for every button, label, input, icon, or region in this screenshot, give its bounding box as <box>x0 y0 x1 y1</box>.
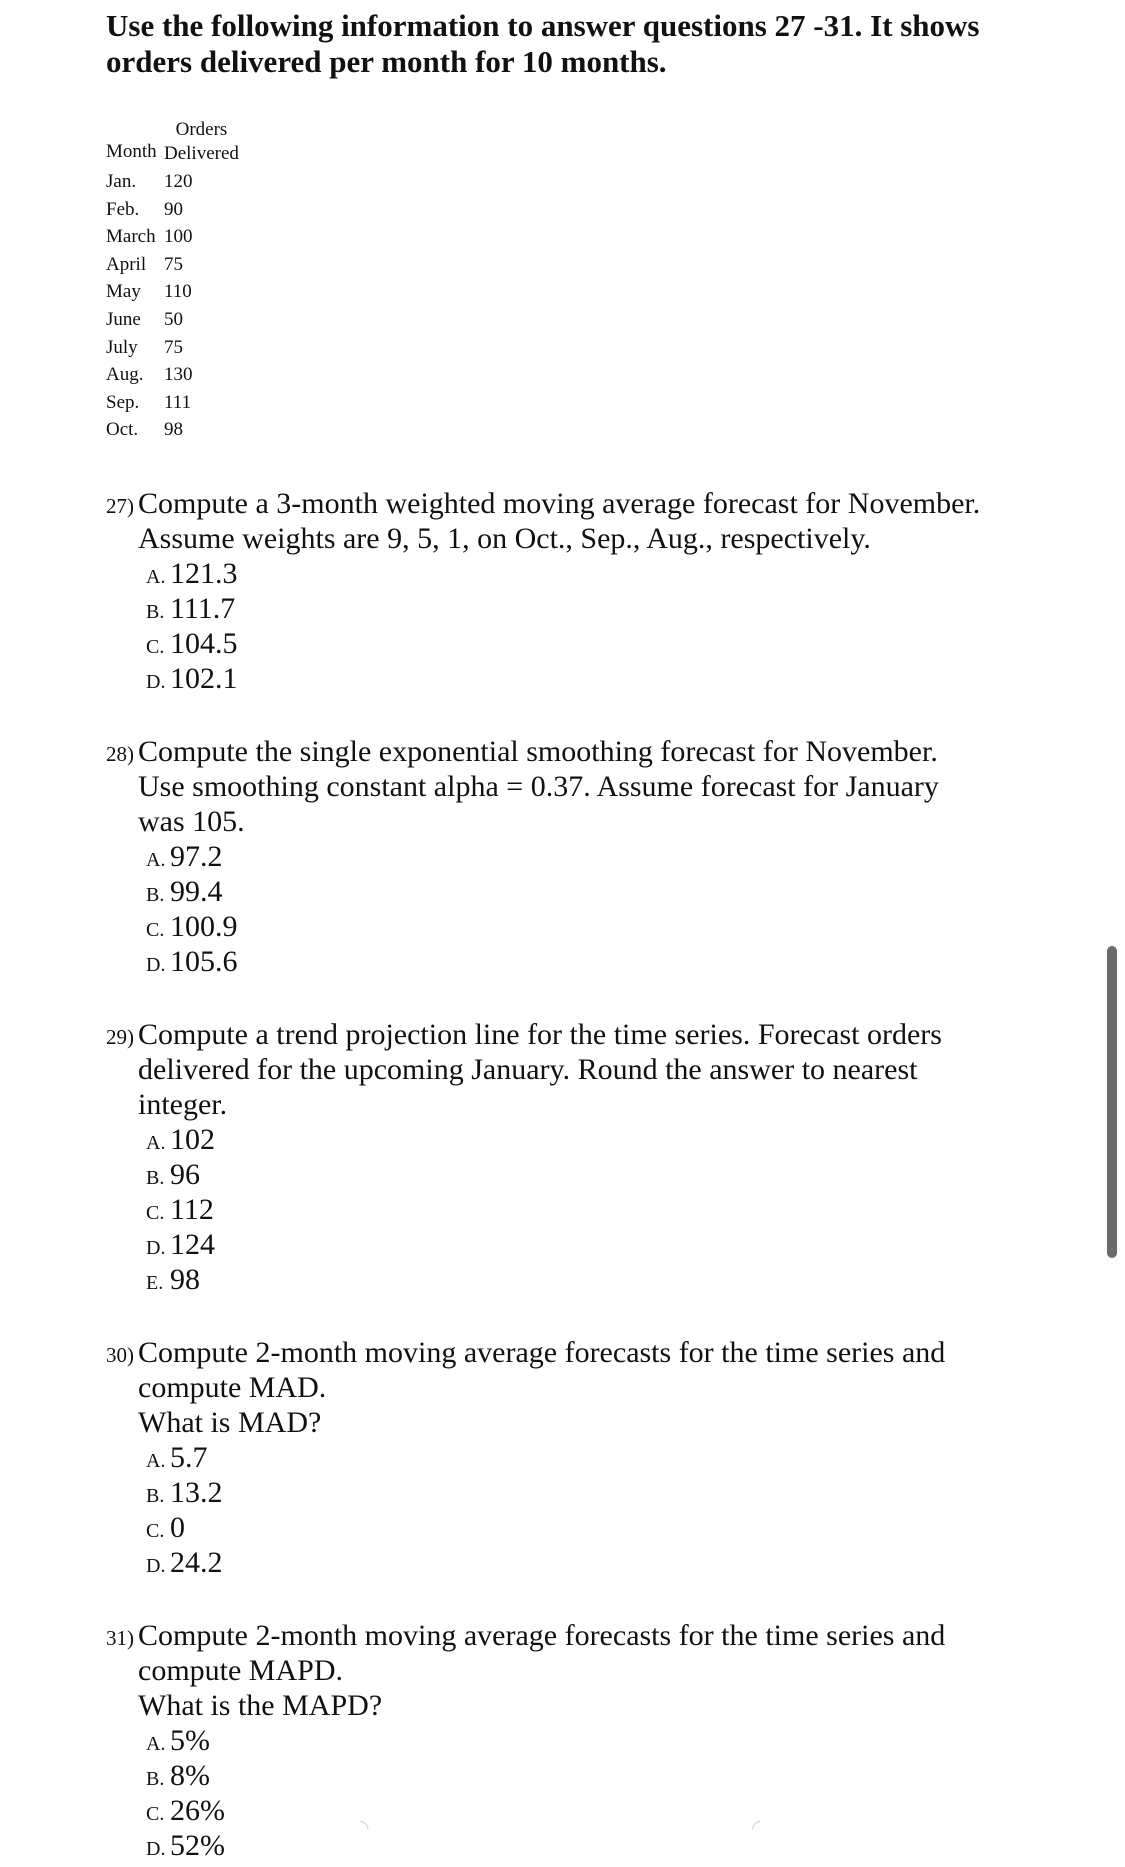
answer-choice <box>146 591 1066 626</box>
question-stem <box>106 486 1066 556</box>
answer-choice <box>146 1758 1066 1793</box>
orders-cell: 120 <box>164 171 193 192</box>
answer-choice <box>146 909 1066 944</box>
month-cell: Feb. <box>106 198 140 220</box>
question-line: Use smoothing constant alpha = 0.37. Assume forecast for January <box>138 770 939 803</box>
header-month: Month <box>106 141 157 163</box>
question-stem <box>106 1017 1066 1122</box>
choice-text: 13.2 <box>170 1476 223 1509</box>
question-number: 31) <box>106 1626 134 1650</box>
question-line: Compute 2-month moving average forecasts for the time series and <box>138 1619 946 1652</box>
question-stem <box>106 734 1066 839</box>
orders-cell: 111 <box>164 391 192 413</box>
table-row <box>106 251 239 279</box>
answer-choices <box>146 1122 1066 1297</box>
question-line: compute MAPD. <box>138 1654 343 1687</box>
question-line: was 105. <box>138 805 245 838</box>
question-line: Compute a trend projection line for the time series. Forecast orders <box>138 1018 942 1051</box>
question-line: What is the MAPD? <box>138 1689 383 1722</box>
intro-line-2: orders delivered per month for 10 months. <box>106 44 667 79</box>
intro-line-1: Use the following information to answer questions 27 -31. It shows <box>106 8 980 43</box>
choice-text: 124 <box>170 1228 215 1261</box>
orders-cell: 130 <box>164 364 193 386</box>
answer-choice <box>146 1793 1066 1828</box>
answer-choice <box>146 944 1066 979</box>
choice-letter: D. <box>146 1237 166 1259</box>
question-line: integer. <box>138 1088 228 1121</box>
choice-letter: C. <box>146 919 165 941</box>
choice-letter: C. <box>146 1202 165 1224</box>
month-cell: Aug. <box>106 364 144 386</box>
table-header-row <box>106 118 239 168</box>
question-stem <box>106 1335 1066 1440</box>
choice-text: 96 <box>170 1158 200 1191</box>
month-cell: June <box>106 308 141 330</box>
choice-letter: D. <box>146 954 166 976</box>
choice-text: 102 <box>170 1123 215 1156</box>
choice-text: 100.9 <box>170 910 238 943</box>
question-number: 30) <box>106 1343 134 1367</box>
question-text <box>138 486 1066 556</box>
question-line: compute MAD. <box>138 1371 327 1404</box>
orders-cell: 100 <box>164 226 193 248</box>
orders-cell: 75 <box>164 253 183 275</box>
choice-letter: E. <box>146 1272 164 1294</box>
question-text <box>138 1335 1066 1440</box>
answer-choice <box>146 1122 1066 1157</box>
table-row <box>106 416 239 444</box>
answer-choice <box>146 1192 1066 1227</box>
answer-choice <box>146 1440 1066 1475</box>
choice-letter: D. <box>146 1838 166 1860</box>
choice-text: 5.7 <box>170 1441 208 1474</box>
left-arc-mark-icon: ◝ <box>360 1816 369 1841</box>
answer-choice <box>146 1510 1066 1545</box>
question-stem <box>106 1618 1066 1723</box>
answer-choices <box>146 1723 1066 1863</box>
table-row <box>106 361 239 389</box>
choice-text: 24.2 <box>170 1546 223 1579</box>
header-orders <box>164 118 239 168</box>
answer-choice <box>146 839 1066 874</box>
question-line: Compute the single exponential smoothing forecast for November. <box>138 735 938 768</box>
answer-choice <box>146 661 1066 696</box>
question-text <box>138 1017 1066 1122</box>
table-row <box>106 278 239 306</box>
question-text <box>138 1618 1066 1723</box>
table-row <box>106 306 239 334</box>
choice-letter: B. <box>146 601 165 623</box>
month-cell: Sep. <box>106 391 140 413</box>
answer-choices <box>146 839 1066 979</box>
question-29 <box>106 1017 1066 1297</box>
table-row <box>106 223 239 251</box>
answer-choice <box>146 626 1066 661</box>
header-orders-line-2: Delivered <box>164 143 239 164</box>
question-line: Compute 2-month moving average forecasts for the time series and <box>138 1336 946 1369</box>
choice-text: 0 <box>170 1511 185 1544</box>
intro-heading <box>106 8 1066 80</box>
answer-choice <box>146 1545 1066 1580</box>
question-line: delivered for the upcoming January. Round the answer to nearest <box>138 1053 918 1086</box>
question-30 <box>106 1335 1066 1580</box>
orders-cell: 75 <box>164 336 183 358</box>
choice-letter: C. <box>146 1803 165 1825</box>
month-cell: Jan. <box>106 171 137 192</box>
choice-text: 5% <box>170 1724 210 1757</box>
choice-letter: A. <box>146 849 166 871</box>
answer-choice <box>146 1157 1066 1192</box>
question-31 <box>106 1618 1066 1863</box>
choice-text: 111.7 <box>170 592 236 625</box>
month-cell: April <box>106 253 147 275</box>
choice-text: 98 <box>170 1263 200 1296</box>
table-row <box>106 168 239 196</box>
question-line: Assume weights are 9, 5, 1, on Oct., Sep., Aug., respectively. <box>138 522 871 555</box>
table-body <box>106 168 239 444</box>
choice-letter: D. <box>146 1555 166 1577</box>
question-27 <box>106 486 1066 696</box>
question-28 <box>106 734 1066 979</box>
question-number: 29) <box>106 1025 134 1049</box>
question-number: 28) <box>106 742 134 766</box>
choice-letter: B. <box>146 884 165 906</box>
question-line: What is MAD? <box>138 1406 322 1439</box>
choice-letter: A. <box>146 1733 166 1755</box>
answer-choice <box>146 874 1066 909</box>
answer-choices <box>146 1440 1066 1580</box>
choice-text: 52% <box>170 1829 225 1862</box>
choice-letter: D. <box>146 671 166 693</box>
choice-letter: C. <box>146 1520 165 1542</box>
month-cell: July <box>106 336 138 358</box>
month-cell: Oct. <box>106 419 139 441</box>
choice-text: 99.4 <box>170 875 223 908</box>
choice-text: 112 <box>170 1193 214 1226</box>
orders-table <box>106 118 239 444</box>
vertical-scrollbar[interactable] <box>1107 946 1117 1258</box>
month-cell: March <box>106 226 156 248</box>
choice-letter: B. <box>146 1167 165 1189</box>
choice-text: 26% <box>170 1794 225 1827</box>
header-orders-line-1: Orders <box>175 119 228 140</box>
choice-letter: A. <box>146 566 166 588</box>
choice-text: 104.5 <box>170 627 238 660</box>
answer-choice <box>146 556 1066 591</box>
choice-letter: A. <box>146 1450 166 1472</box>
answer-choices <box>146 556 1066 696</box>
choice-text: 8% <box>170 1759 210 1792</box>
orders-cell: 98 <box>164 419 183 441</box>
answer-choice <box>146 1723 1066 1758</box>
question-text <box>138 734 1066 839</box>
answer-choice <box>146 1475 1066 1510</box>
month-cell: May <box>106 281 141 303</box>
choice-letter: C. <box>146 636 165 658</box>
choice-letter: B. <box>146 1768 165 1790</box>
choice-text: 121.3 <box>170 557 238 590</box>
choice-text: 105.6 <box>170 945 238 978</box>
choice-text: 102.1 <box>170 662 238 695</box>
orders-cell: 90 <box>164 198 183 220</box>
choice-letter: A. <box>146 1132 166 1154</box>
choice-letter: B. <box>146 1485 165 1507</box>
answer-choice <box>146 1262 1066 1297</box>
table-row <box>106 334 239 362</box>
right-arc-mark-icon: ◜ <box>752 1816 761 1841</box>
question-number: 27) <box>106 494 134 518</box>
table-row <box>106 389 239 417</box>
orders-cell: 50 <box>164 308 183 330</box>
choice-text: 97.2 <box>170 840 223 873</box>
answer-choice <box>146 1227 1066 1262</box>
table-row <box>106 196 239 224</box>
question-line: Compute a 3-month weighted moving average forecast for November. <box>138 487 981 520</box>
orders-cell: 110 <box>164 281 192 303</box>
